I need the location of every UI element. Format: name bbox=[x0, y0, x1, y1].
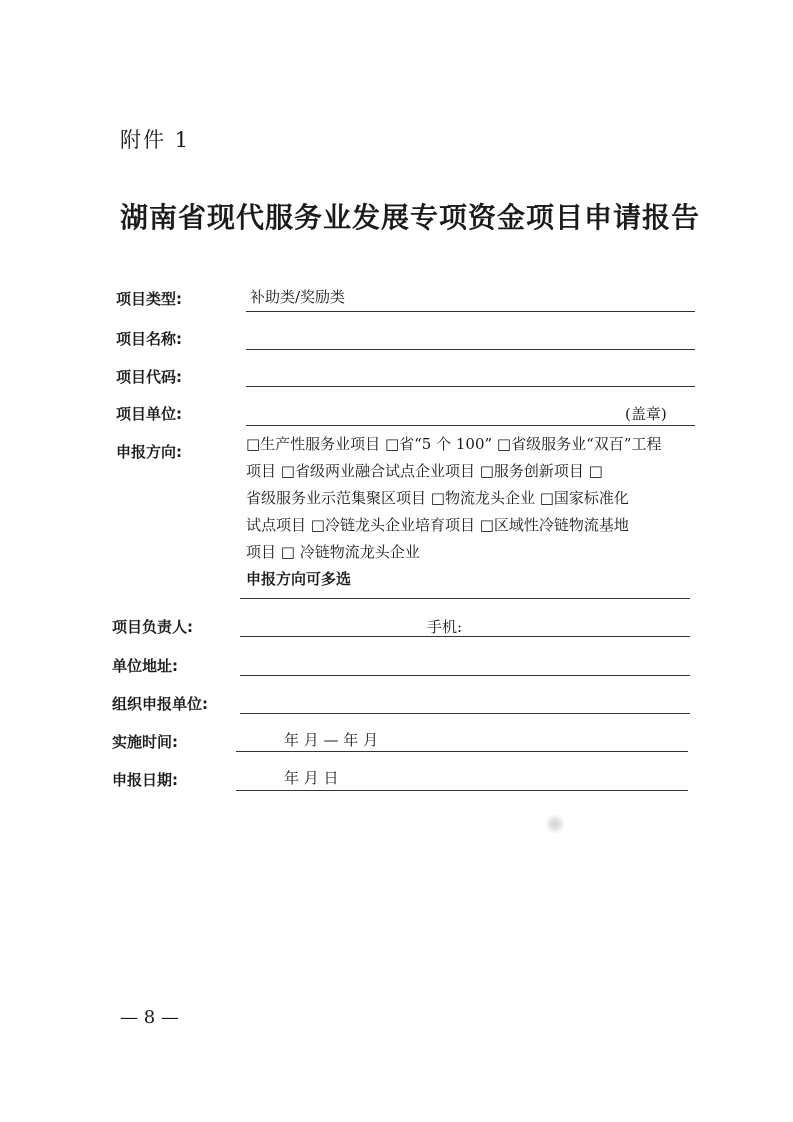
org-label: 组织申报单位: bbox=[112, 695, 208, 713]
code-label: 项目代码: bbox=[116, 368, 182, 386]
direction-line: 项目 □省级两业融合试点企业项目 □服务创新项目 □ bbox=[246, 462, 603, 480]
seal-note: (盖章) bbox=[625, 405, 667, 423]
direction-underline bbox=[240, 598, 690, 599]
page-title: 湖南省现代服务业发展专项资金项目申请报告 bbox=[119, 201, 700, 234]
code-underline bbox=[246, 386, 695, 387]
direction-line: 试点项目 □冷链龙头企业培育项目 □区域性冷链物流基地 bbox=[246, 516, 629, 534]
address-label: 单位地址: bbox=[112, 657, 178, 675]
period-value: 年 月 — 年 月 bbox=[284, 731, 379, 749]
direction-line: 项目 □ 冷链物流龙头企业 bbox=[246, 543, 420, 561]
type-value: 补助类/奖励类 bbox=[250, 288, 346, 306]
unit-label: 项目单位: bbox=[116, 405, 182, 423]
leader-underline bbox=[240, 636, 690, 637]
direction-note: 申报方向可多选 bbox=[246, 570, 352, 588]
org-underline bbox=[240, 713, 690, 714]
period-label: 实施时间: bbox=[112, 733, 178, 751]
name-label: 项目名称: bbox=[116, 330, 182, 348]
address-underline bbox=[240, 675, 690, 676]
date-label: 申报日期: bbox=[112, 771, 178, 789]
date-underline bbox=[236, 790, 688, 791]
period-underline bbox=[236, 751, 688, 752]
direction-line: □生产性服务业项目 □省“5 个 100” □省级服务业“双百”工程 bbox=[246, 435, 662, 453]
type-underline bbox=[246, 311, 695, 312]
leader-label: 项目负责人: bbox=[112, 618, 193, 636]
phone-label: 手机: bbox=[427, 618, 463, 636]
attachment-label: 附件 1 bbox=[120, 128, 191, 152]
unit-underline bbox=[246, 425, 695, 426]
date-value: 年 月 日 bbox=[284, 769, 339, 787]
direction-line: 省级服务业示范集聚区项目 □物流龙头企业 □国家标准化 bbox=[246, 489, 629, 507]
page-number: — 8 — bbox=[120, 1007, 179, 1028]
name-underline bbox=[246, 349, 695, 350]
type-label: 项目类型: bbox=[116, 290, 182, 308]
direction-label: 申报方向: bbox=[116, 443, 182, 461]
scan-smudge bbox=[545, 815, 565, 833]
